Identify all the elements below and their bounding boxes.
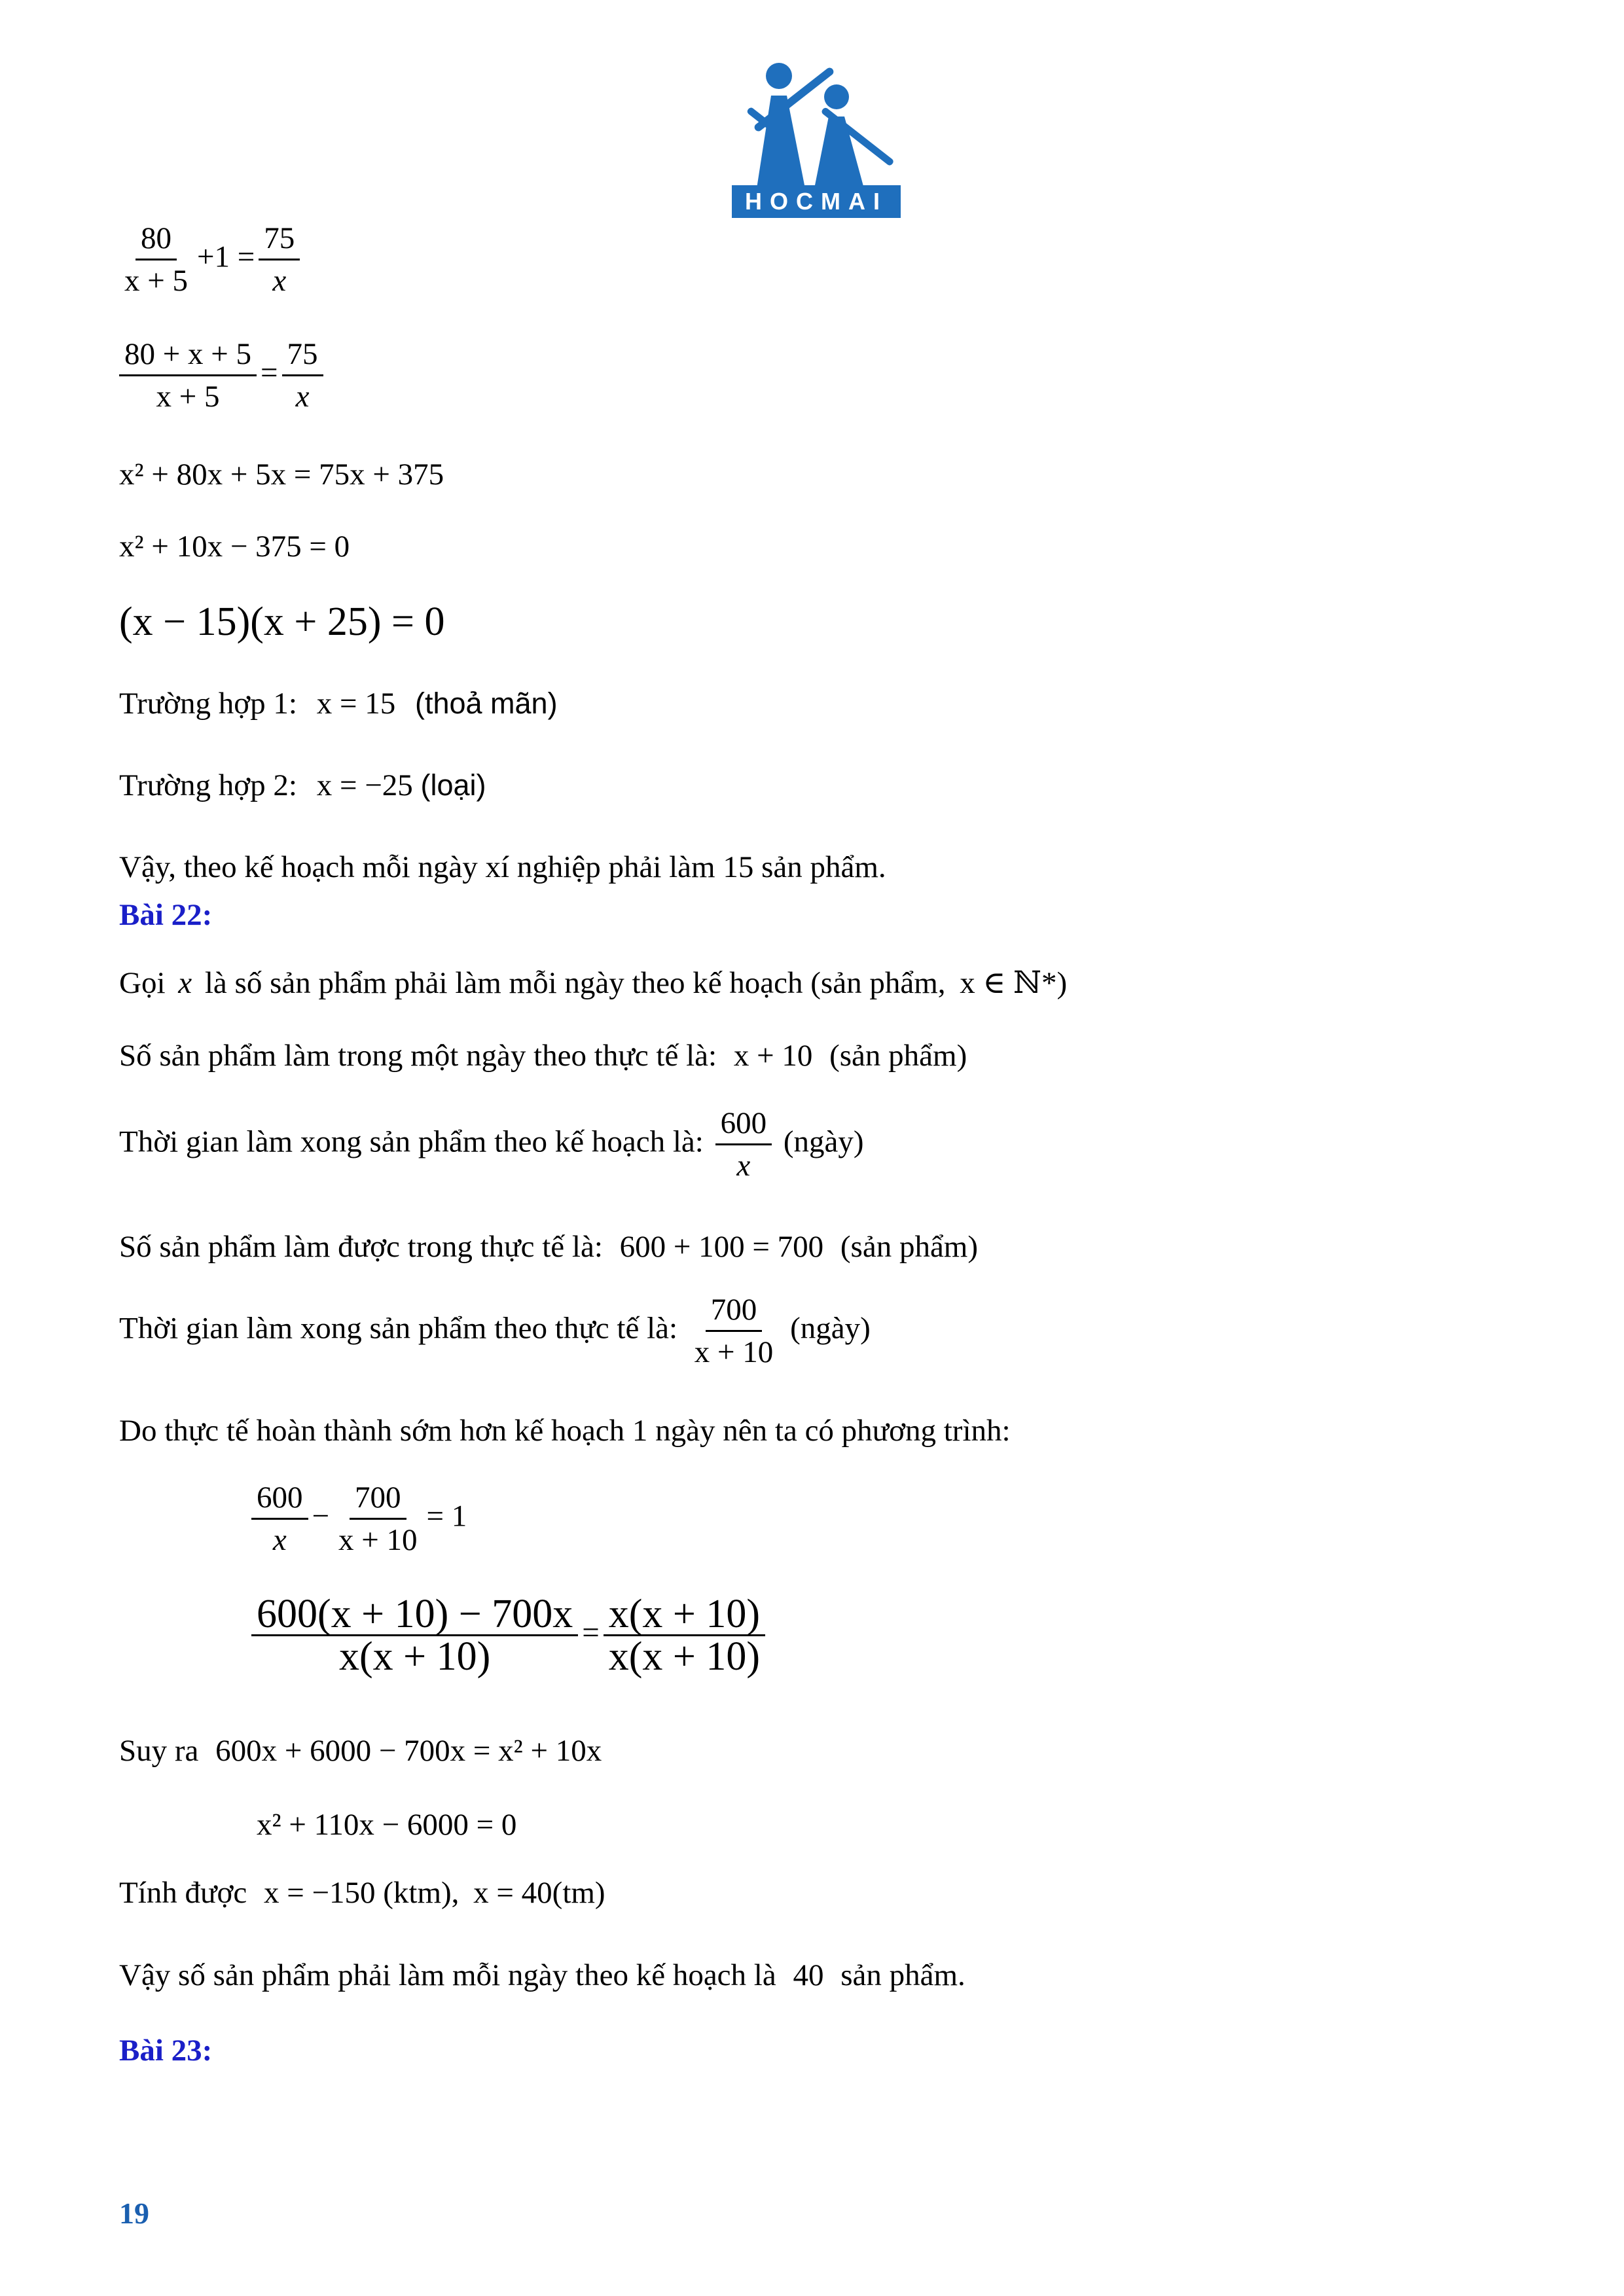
equation-a <box>251 1477 467 1560</box>
eqA-d2: x + 10 <box>338 1523 418 1557</box>
line3-unit: (ngày) <box>783 1124 864 1159</box>
line4-expr: 600 + 100 = 700 <box>619 1230 824 1264</box>
eq2-rhs-den: x <box>295 380 310 414</box>
eqB-rhs-den: x(x + 10) <box>608 1634 761 1679</box>
line1-set: x ∈ ℕ* <box>960 966 1057 1000</box>
line5-unit: (ngày) <box>790 1311 871 1346</box>
bai22-line-6: Do thực tế hoàn thành sớm hơn kế hoạch 1 ngày nên ta có phương trình: <box>119 1414 1011 1448</box>
eqA-minus: − <box>312 1499 330 1534</box>
eqA-rhs: = 1 <box>426 1499 467 1534</box>
eq1-plus: +1 = <box>197 240 255 274</box>
equation-4: x² + 10x − 375 = 0 <box>119 529 350 564</box>
eq1-lhs-num: 80 <box>135 218 177 260</box>
equation-b <box>251 1594 769 1677</box>
line10-text-b: sản phẩm. <box>840 1958 965 1992</box>
line3-den: x <box>736 1149 751 1183</box>
eq2-lhs-num: 80 + x + 5 <box>119 334 257 376</box>
conclusion-line: Vậy, theo kế hoạch mỗi ngày xí nghiệp phải làm 15 sản phẩm. <box>119 850 886 884</box>
logo-text: HOCMAI <box>745 188 888 215</box>
equation-1 <box>119 218 304 301</box>
line1-text-b: là số sản phẩm phải làm mỗi ngày theo kế hoạch (sản phẩm, <box>204 966 946 1000</box>
case1-expr: x = 15 <box>316 687 396 721</box>
case-1 <box>119 684 558 723</box>
line9-sep: , <box>451 1876 460 1910</box>
line5-text: Thời gian làm xong sản phẩm theo thực tế là: <box>119 1311 678 1346</box>
line7-text: Suy ra <box>119 1734 199 1768</box>
bai22-line-10 <box>119 1956 965 1995</box>
case1-label: Trường hợp 1: <box>119 687 297 721</box>
eqA-n1: 600 <box>251 1477 308 1520</box>
page-number: 19 <box>119 2197 149 2230</box>
line1-text-c: ) <box>1056 966 1068 1000</box>
eqB-eq: = <box>582 1615 600 1650</box>
line9-expr1: x = −150 (ktm) <box>263 1876 452 1910</box>
equation-2 <box>119 334 327 417</box>
eq2-lhs-den: x + 5 <box>156 380 220 414</box>
bai-22-heading: Bài 22: <box>119 898 213 932</box>
line2-text: Số sản phẩm làm trong một ngày theo thực tế là: <box>119 1039 717 1073</box>
bai22-line-7 <box>119 1731 602 1770</box>
line3-text: Thời gian làm xong sản phẩm theo kế hoạch là: <box>119 1124 704 1159</box>
case2-label: Trường hợp 2: <box>119 768 297 802</box>
line5-den: x + 10 <box>694 1335 774 1369</box>
bai-23-heading: Bài 23: <box>119 2034 213 2068</box>
line7-expr: 600x + 6000 − 700x = x² + 10x <box>215 1734 602 1768</box>
line4-text: Số sản phẩm làm được trong thực tế là: <box>119 1230 603 1264</box>
line10-text-a: Vậy số sản phẩm phải làm mỗi ngày theo kế hoạch là <box>119 1958 776 1992</box>
case2-expr: x = −25 <box>316 768 413 802</box>
eq1-lhs-den: x + 5 <box>124 264 189 298</box>
line3-num: 600 <box>715 1103 772 1145</box>
bai22-line-2 <box>119 1036 967 1075</box>
case-2 <box>119 766 486 805</box>
line9-text: Tính được <box>119 1876 247 1910</box>
eqB-lhs-den: x(x + 10) <box>338 1634 491 1679</box>
equation-3: x² + 80x + 5x = 75x + 375 <box>119 457 444 492</box>
case1-note: (thoả mãn) <box>414 687 558 720</box>
eqA-d1: x <box>272 1523 287 1557</box>
line10-num: 40 <box>793 1958 824 1992</box>
line4-unit: (sản phẩm) <box>840 1230 979 1264</box>
line2-expr: x + 10 <box>733 1039 813 1073</box>
bai22-line-1 <box>119 963 1067 1003</box>
eq2-rhs-num: 75 <box>282 334 323 376</box>
hocmai-logo <box>732 58 901 218</box>
eq2-eq: = <box>261 355 278 390</box>
equation-5: (x − 15)(x + 25) = 0 <box>119 600 445 644</box>
line5-num: 700 <box>706 1289 763 1332</box>
bai22-line-4 <box>119 1227 978 1266</box>
eqB-lhs-num: 600(x + 10) − 700x <box>251 1594 578 1636</box>
bai22-line-3 <box>119 1103 864 1186</box>
case2-note: (loại) <box>420 768 486 802</box>
bai22-line-9 <box>119 1873 605 1912</box>
eqB-rhs-num: x(x + 10) <box>604 1594 765 1636</box>
hocmai-logo-figures <box>732 58 901 218</box>
line1-text-a: Gọi <box>119 966 166 1000</box>
line1-var: x <box>178 966 192 1000</box>
bai22-line-8: x² + 110x − 6000 = 0 <box>257 1808 517 1842</box>
bai22-line-5 <box>119 1289 871 1372</box>
line2-unit: (sản phẩm) <box>829 1039 967 1073</box>
eq1-rhs-den: x <box>272 264 287 298</box>
eq1-rhs-num: 75 <box>259 218 300 260</box>
eqA-n2: 700 <box>350 1477 406 1520</box>
line9-expr2: x = 40(tm) <box>473 1876 605 1910</box>
